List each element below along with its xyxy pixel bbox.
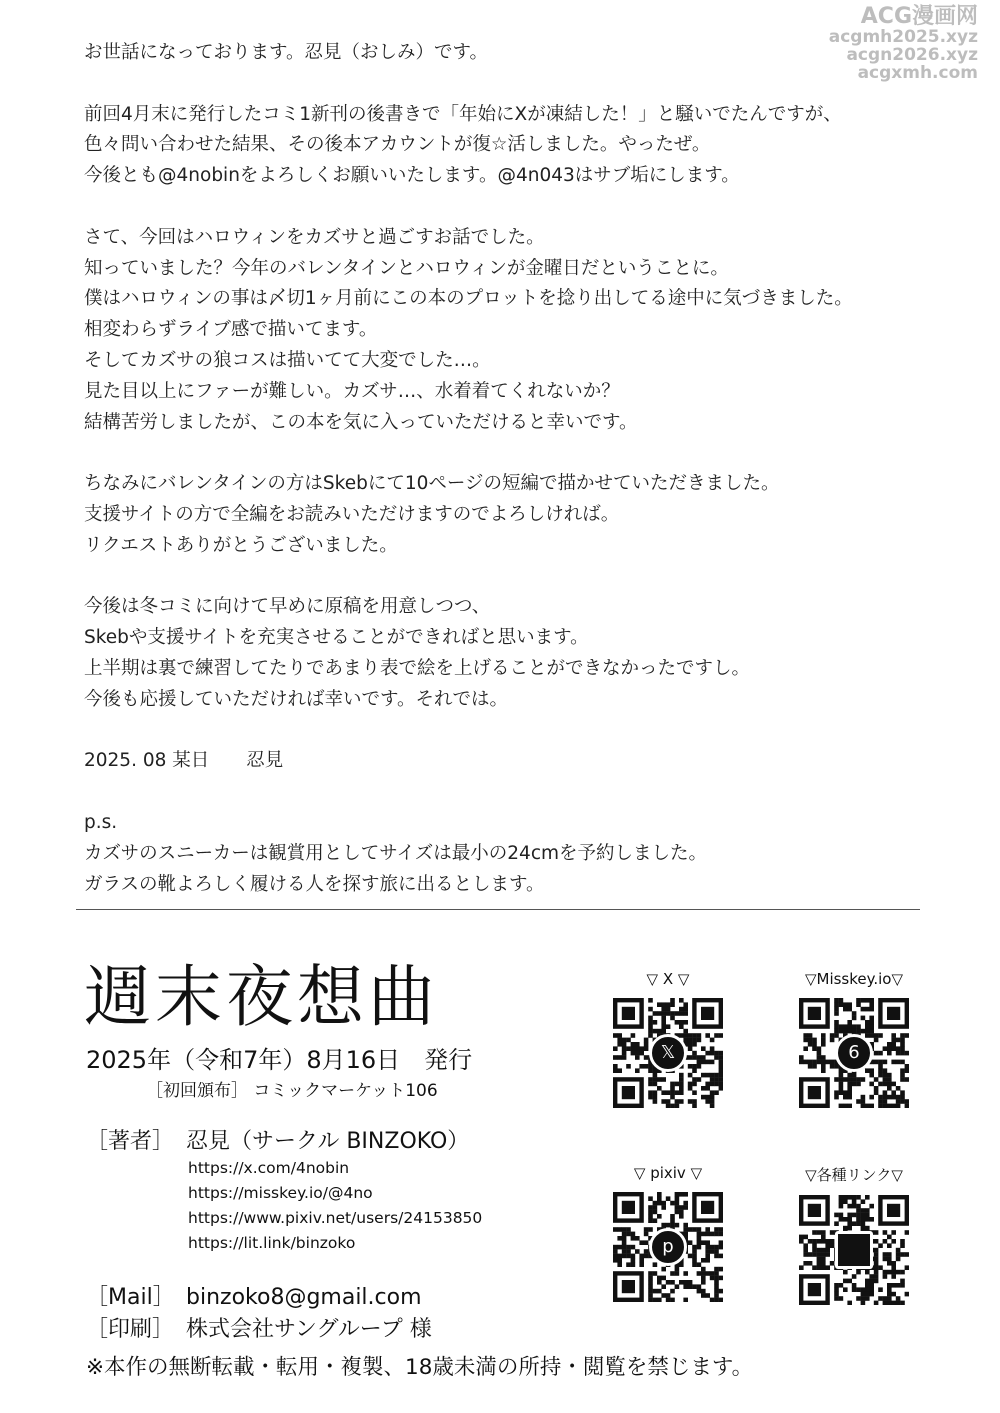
author-label: ［著者］ bbox=[86, 1129, 175, 1154]
litlink-logo-icon bbox=[835, 1231, 873, 1269]
qr-caption: ▽各種リンク▽ bbox=[805, 1166, 903, 1184]
first-distribution-event: ［初回頒布］ コミックマーケット106 bbox=[146, 1081, 438, 1101]
afterword-line: 前回4月末に発行したコミ1新刊の後書きで「年始にXが凍結した！」と騒いでたんですが、 bbox=[84, 103, 842, 125]
author-links bbox=[188, 1156, 482, 1256]
watermark-line: acgxmh.com bbox=[857, 63, 978, 83]
printer-label: ［印刷］ bbox=[86, 1317, 175, 1342]
book-title: 週末夜想曲 bbox=[84, 958, 439, 1036]
qr-caption: ▽ pixiv ▽ bbox=[633, 1164, 703, 1182]
afterword-line: ガラスの靴よろしく履ける人を探す旅に出るとします。 bbox=[84, 873, 545, 895]
publication-date: 2025年（令和7年）8月16日 発行 bbox=[86, 1046, 473, 1074]
paragraph-gap bbox=[84, 438, 944, 469]
link-x[interactable]: https://x.com/4nobin bbox=[188, 1159, 350, 1177]
afterword-line: カズサのスニーカーは観賞用としてサイズは最小の24cmを予約しました。 bbox=[84, 842, 708, 864]
qr-code-misskey[interactable] bbox=[799, 998, 909, 1108]
misskey-logo-icon: 6 bbox=[835, 1034, 873, 1072]
afterword-line: リクエストありがとうございました。 bbox=[84, 534, 398, 556]
afterword-line: 結構苦労しましたが、この本を気に入っていただけると幸いです。 bbox=[84, 411, 638, 433]
qr-block-litlink bbox=[774, 1164, 934, 1305]
printer-row bbox=[86, 1312, 432, 1343]
watermark-line: acgn2026.xyz bbox=[846, 45, 978, 65]
author-row bbox=[86, 1124, 469, 1155]
paragraph-gap bbox=[84, 562, 944, 593]
paragraph-gap bbox=[84, 777, 944, 808]
paragraph-gap bbox=[84, 716, 944, 747]
qr-block-pixiv bbox=[588, 1164, 748, 1302]
paragraph-gap bbox=[84, 69, 944, 100]
mail-row bbox=[86, 1280, 422, 1311]
afterword-line: そしてカズサの狼コスは描いてて大変でした…。 bbox=[84, 349, 491, 371]
watermark-line: acgmh2025.xyz bbox=[828, 27, 978, 47]
afterword-line: 僕はハロウィンの事は〆切1ヶ月前にこの本のプロットを捻り出してる途中に気づきました。 bbox=[84, 288, 853, 310]
afterword-line: 今後も応援していただければ幸いです。それでは。 bbox=[84, 688, 509, 710]
qr-caption: ▽ X ▽ bbox=[646, 970, 690, 988]
link-pixiv[interactable]: https://www.pixiv.net/users/24153850 bbox=[188, 1209, 483, 1227]
afterword-line: 今後とも@4nobinをよろしくお願いいたします。@4n043はサブ垢にします。 bbox=[84, 165, 740, 187]
section-divider bbox=[76, 909, 920, 910]
qr-code-litlink[interactable] bbox=[799, 1195, 909, 1305]
mail-value[interactable]: binzoko8@gmail.com bbox=[186, 1285, 422, 1310]
afterword-line: ちなみにバレンタインの方はSkebにて10ページの短編で描かせていただきました。 bbox=[84, 473, 780, 495]
link-misskey[interactable]: https://misskey.io/@4no bbox=[188, 1184, 373, 1202]
qr-code-pixiv[interactable] bbox=[613, 1192, 723, 1302]
afterword-line: 相変わらずライブ感で描いてます。 bbox=[84, 319, 378, 341]
qr-block-misskey bbox=[774, 970, 934, 1108]
pixiv-logo-icon: p bbox=[649, 1228, 687, 1266]
x-logo-icon: 𝕏 bbox=[649, 1034, 687, 1072]
afterword-line: お世話になっております。忍見（おしみ）です。 bbox=[84, 42, 489, 63]
printer-value: 株式会社サングループ 様 bbox=[186, 1317, 432, 1342]
author-value: 忍見（サークル BINZOKO） bbox=[186, 1129, 470, 1154]
afterword-line: Skebや支援サイトを充実させることができればと思います。 bbox=[84, 627, 589, 649]
afterword-line: さて、今回はハロウィンをカズサと過ごすお話でした。 bbox=[84, 226, 545, 248]
qr-caption: ▽Misskey.io▽ bbox=[804, 970, 904, 988]
watermark-line: ACG漫画网 bbox=[860, 4, 978, 29]
afterword-line: 今後は冬コミに向けて早めに原稿を用意しつつ、 bbox=[84, 596, 491, 618]
qr-code-x[interactable] bbox=[613, 998, 723, 1108]
afterword-line: 知っていました？今年のバレンタインとハロウィンが金曜日だということに。 bbox=[84, 257, 729, 279]
afterword-line: 色々問い合わせた結果、その後本アカウントが復☆活しました。やったぜ。 bbox=[84, 134, 711, 156]
afterword-text bbox=[84, 38, 944, 900]
afterword-line: 見た目以上にファーが難しい。カズサ…、水着着てくれないか？ bbox=[84, 380, 620, 402]
afterword-line: p.s. bbox=[84, 811, 118, 833]
paragraph-gap bbox=[84, 192, 944, 223]
mail-label: ［Mail］ bbox=[86, 1285, 175, 1310]
qr-block-x bbox=[588, 970, 748, 1108]
afterword-line: 2025. 08 某日 忍見 bbox=[84, 750, 284, 772]
afterword-line: 支援サイトの方で全編をお読みいただけますのでよろしければ。 bbox=[84, 503, 620, 525]
afterword-line: 上半期は裏で練習してたりであまり表で絵を上げることができなかったですし。 bbox=[84, 657, 751, 679]
copyright-notice: ※本作の無断転載・転用・複製、18歳未満の所持・閲覧を禁じます。 bbox=[86, 1355, 754, 1380]
link-litlink[interactable]: https://lit.link/binzoko bbox=[188, 1234, 356, 1252]
